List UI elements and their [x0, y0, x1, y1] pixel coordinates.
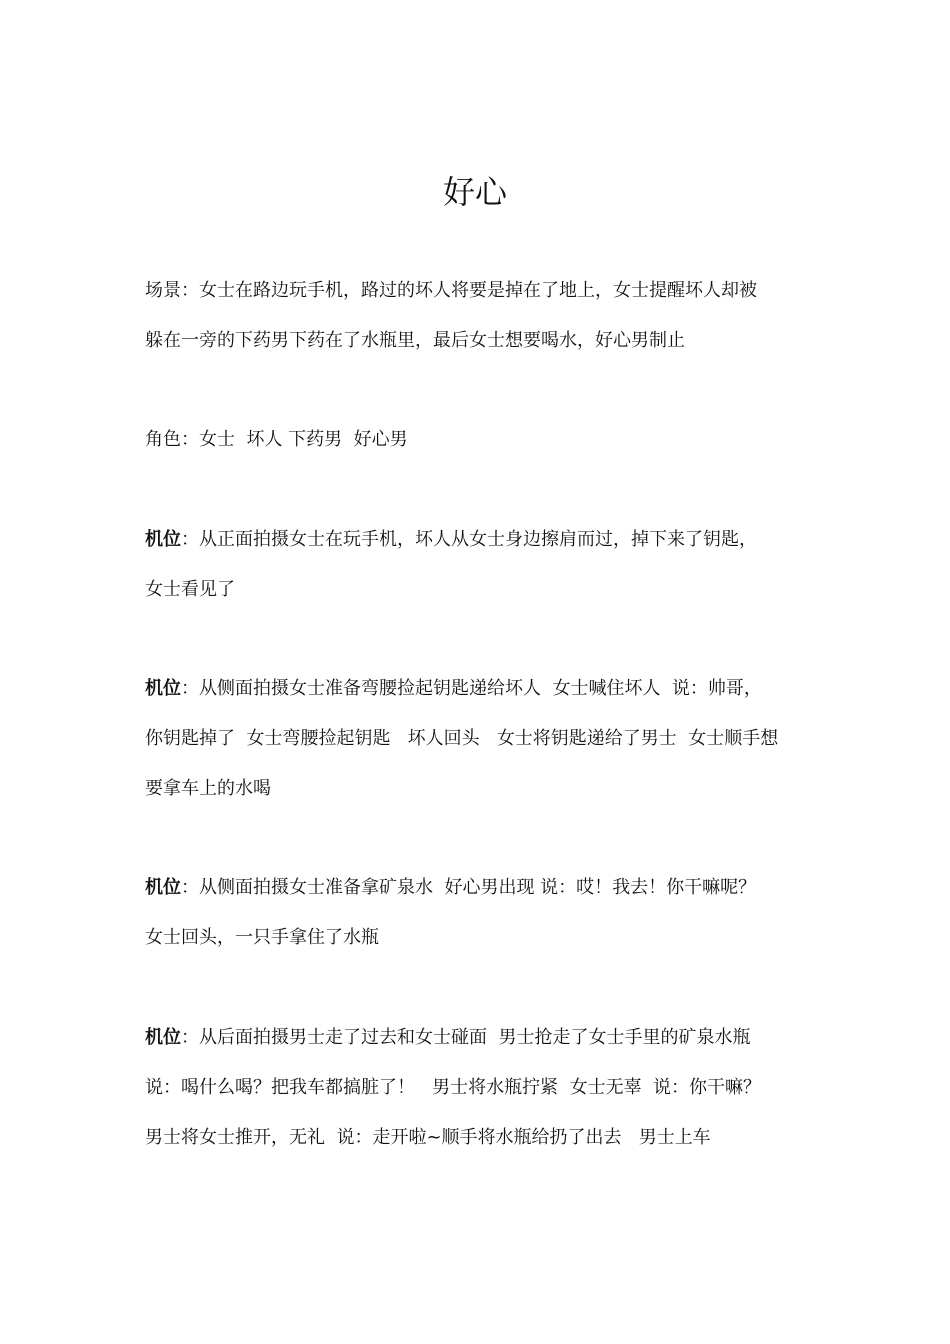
scene-text-1: 女士在路边玩手机，路过的坏人将要是掉在了地上，女士提醒坏人却被: [199, 280, 757, 301]
shot-1-label: 机位: [145, 529, 181, 550]
shot-3-label: 机位: [145, 877, 181, 898]
shot-2-line-2: 你钥匙掉了 女士弯腰捡起钥匙 坏人回头 女士将钥匙递给了男士 女士顺手想: [145, 728, 779, 749]
scene-colon: ：: [181, 280, 199, 301]
shot-1-line-2: 女士看见了: [145, 579, 235, 600]
shot-2-text-1: 从侧面拍摄女士准备弯腰捡起钥匙递给坏人 女士喊住坏人 说：帅哥，: [199, 678, 762, 699]
shot-paragraph-3: [145, 863, 810, 963]
shot-3-line-2: 女士回头，一只手拿住了水瓶: [145, 927, 379, 948]
shot-paragraph-4: [145, 1013, 810, 1163]
roles-colon: ：: [181, 429, 199, 450]
shot-4-text-1: 从后面拍摄男士走了过去和女士碰面 男士抢走了女士手里的矿泉水瓶: [199, 1027, 751, 1048]
shot-1-line-1: [145, 515, 810, 565]
shot-1-text-1: 从正面拍摄女士在玩手机，坏人从女士身边擦肩而过，掉下来了钥匙，: [199, 529, 757, 550]
shot-paragraph-2: [145, 664, 810, 814]
shot-4-line-1: [145, 1013, 810, 1063]
shot-2-line-3: 要拿车上的水喝: [145, 778, 271, 799]
shot-4-line-2: 说：喝什么喝？把我车都搞脏了！ 男士将水瓶拧紧 女士无辜 说：你干嘛？: [145, 1077, 762, 1098]
shot-3-colon: ：: [181, 877, 199, 898]
shot-2-colon: ：: [181, 678, 199, 699]
roles-line: [145, 415, 810, 465]
scene-line-2: 躲在一旁的下药男下药在了水瓶里，最后女士想要喝水，好心男制止: [145, 330, 685, 351]
scene-line-1: [145, 266, 810, 316]
shot-paragraph-1: [145, 515, 810, 615]
roles-paragraph: [145, 415, 810, 465]
roles-text: 女士 坏人 下药男 好心男: [199, 429, 408, 450]
shot-4-label: 机位: [145, 1027, 181, 1048]
scene-paragraph: [145, 266, 810, 366]
shot-4-line-3: 男士将女士推开，无礼 说：走开啦~顺手将水瓶给扔了出去 男士上车: [145, 1127, 711, 1148]
scene-label: 场景: [145, 280, 181, 301]
shot-3-line-1: [145, 863, 810, 913]
shot-2-line-1: [145, 664, 810, 714]
roles-label: 角色: [145, 429, 181, 450]
shot-3-text-1: 从侧面拍摄女士准备拿矿泉水 好心男出现 说：哎！我去！你干嘛呢？: [199, 877, 757, 898]
shot-2-label: 机位: [145, 678, 181, 699]
document-title: 好心: [442, 173, 507, 211]
shot-4-colon: ：: [181, 1027, 199, 1048]
shot-1-colon: ：: [181, 529, 199, 550]
